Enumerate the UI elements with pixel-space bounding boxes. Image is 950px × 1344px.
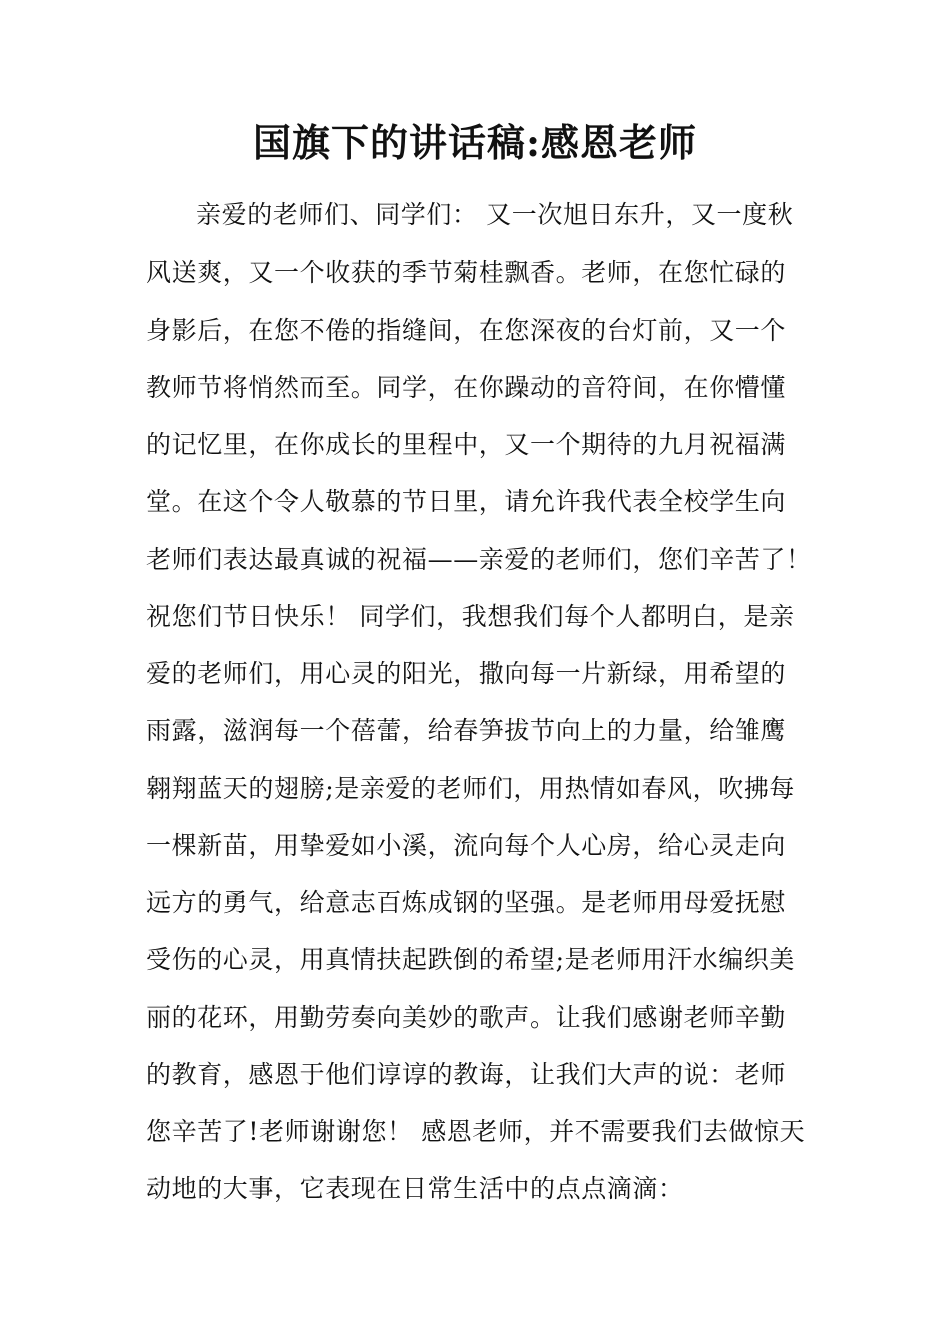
body-line-18: 动地的大事，它表现在日常生活中的点点滴滴： — [146, 1174, 684, 1203]
body-line-16: 的教育，感恩于他们谆谆的教诲，让我们大声的说：老师 — [146, 1060, 787, 1089]
body-line-6: 堂。在这个令人敬慕的节日里，请允许我代表全校学生向 — [146, 487, 787, 516]
body-line-3: 身影后，在您不倦的指缝间，在您深夜的台灯前，又一个 — [146, 316, 787, 345]
body-line-17: 您辛苦了!老师谢谢您！ 感恩老师，并不需要我们去做惊天 — [146, 1117, 806, 1146]
body-line-7: 老师们表达最真诚的祝福——亲爱的老师们，您们辛苦了！ — [146, 545, 812, 574]
body-line-9: 爱的老师们，用心灵的阳光，撒向每一片新绿，用希望的 — [146, 659, 787, 688]
body-line-2: 风送爽，又一个收获的季节菊桂飘香。老师，在您忙碌的 — [146, 258, 787, 287]
body-line-12: 一棵新苗，用挚爱如小溪，流向每个人心房，给心灵走向 — [146, 831, 787, 860]
body-line-5: 的记忆里，在你成长的里程中，又一个期待的九月祝福满 — [146, 430, 787, 459]
body-line-11: 翱翔蓝天的翅膀;是亲爱的老师们，用热情如春风，吹拂每 — [146, 774, 796, 803]
body-line-4: 教师节将悄然而至。同学，在你躁动的音符间，在你懵懂 — [146, 373, 787, 402]
body-line-13: 远方的勇气，给意志百炼成钢的坚强。是老师用母爱抚慰 — [146, 888, 787, 917]
body-line-14: 受伤的心灵，用真情扶起跌倒的希望;是老师用汗水编织美 — [146, 945, 796, 974]
body-line-15: 丽的花环，用勤劳奏向美妙的歌声。让我们感谢老师辛勤 — [146, 1003, 787, 1032]
body-line-1: 亲爱的老师们、同学们： 又一次旭日东升，又一度秋 — [196, 200, 794, 229]
document-title: 国旗下的讲话稿:感恩老师 — [252, 120, 698, 165]
body-line-10: 雨露，滋润每一个蓓蕾，给春笋拔节向上的力量，给雏鹰 — [146, 716, 787, 745]
body-line-8: 祝您们节日快乐！ 同学们，我想我们每个人都明白，是亲 — [146, 602, 795, 631]
